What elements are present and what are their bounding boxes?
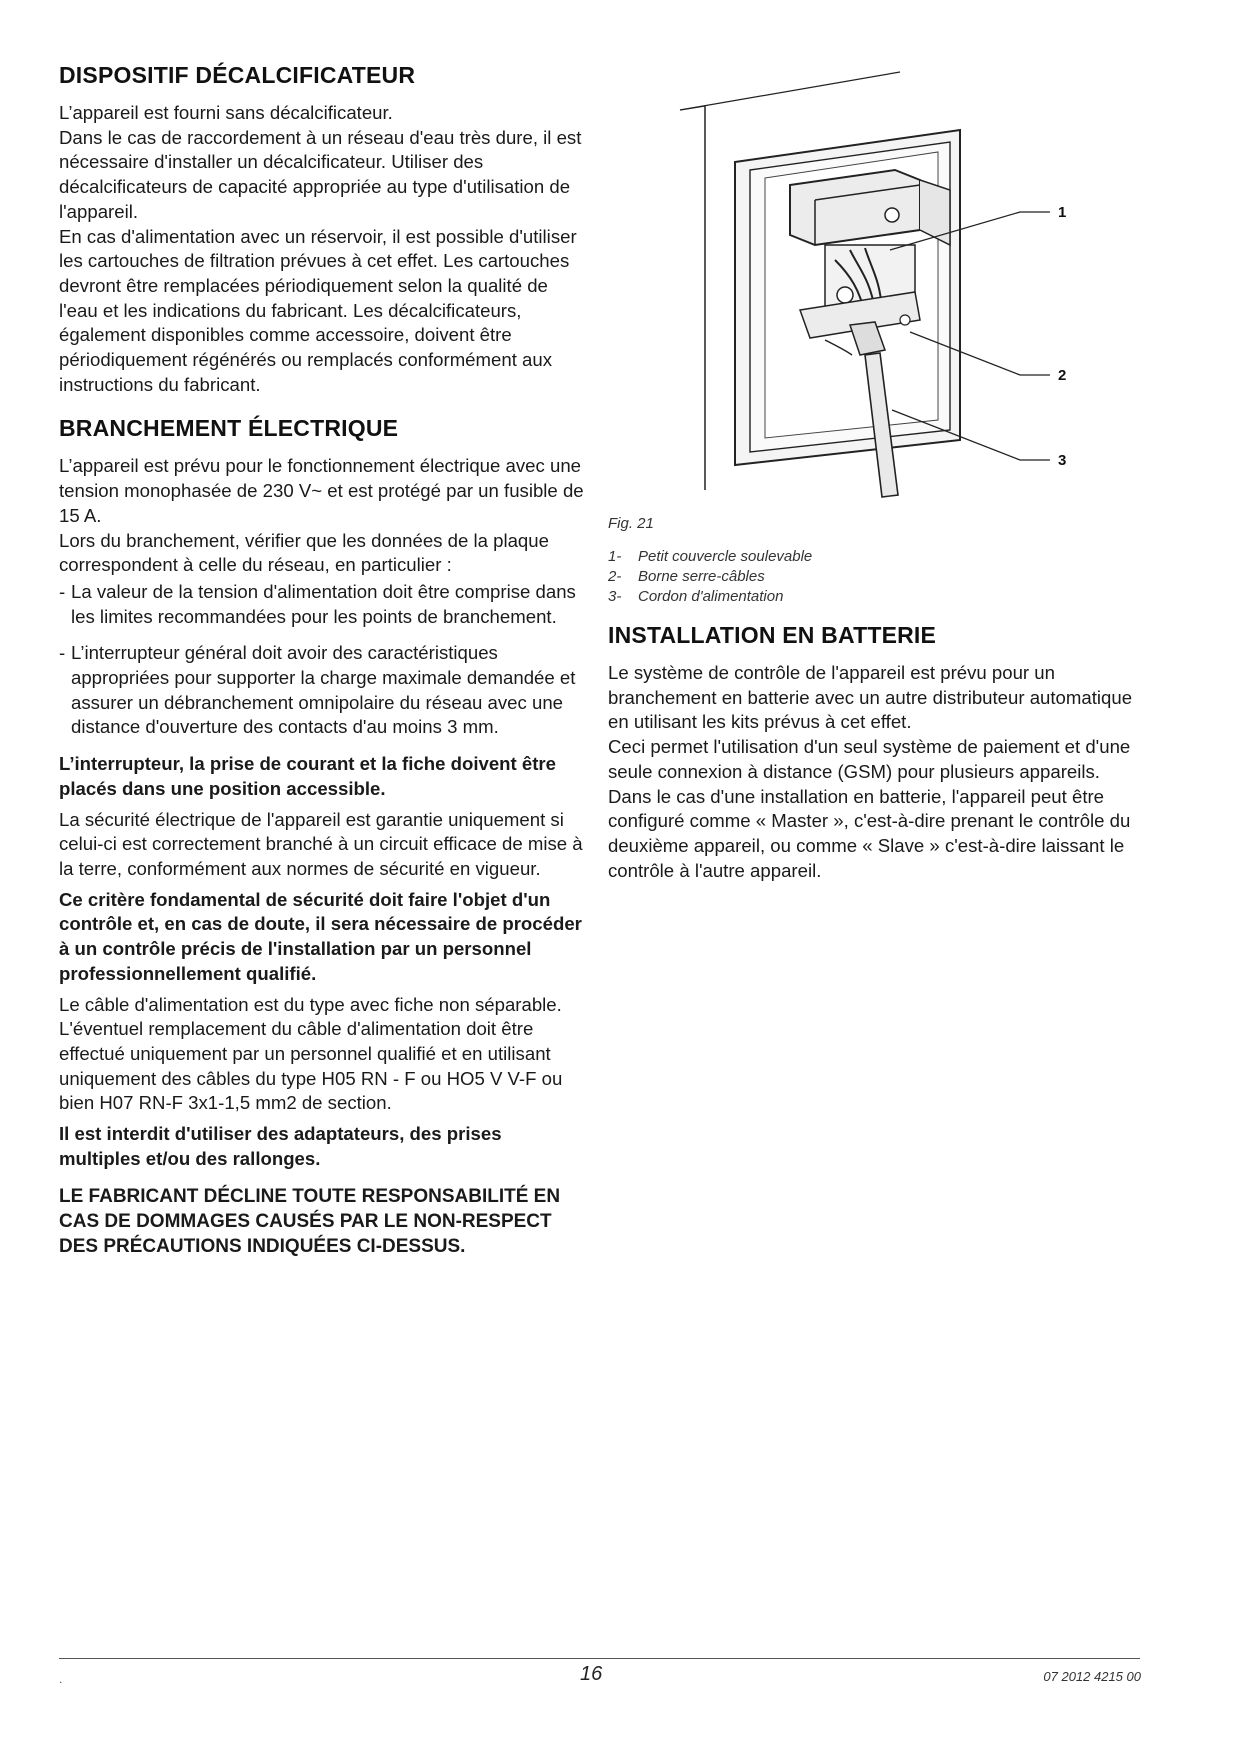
branchement-bullets xyxy=(59,580,584,740)
footer-dot: . xyxy=(59,1672,63,1686)
left-column xyxy=(59,62,584,1260)
footer-divider xyxy=(59,1658,1140,1659)
bullet-item: - La valeur de la tension d'alimentation doit être comprise dans les limites recommandées pour les points de branchement. xyxy=(59,580,584,629)
branchement-intro: L’appareil est prévu pour le fonctionnement électrique avec une tension monophasée de 230 V~ et est protégé par un fusible de 15 A. Lors du branchement, vérifier que les données de la plaque correspondent à celle du réseau, en particulier : xyxy=(59,455,584,576)
figure-caption: Fig. 21 xyxy=(608,515,654,532)
legend-item: 1- Petit couvercle soulevable xyxy=(608,548,813,565)
bold-statement-controle: Ce critère fondamental de sécurité doit faire l'objet d'un contrôle et, en cas de doute, il sera nécessaire de procéder à un contrôle précis de l'installation par un personnel professionnellement qualifié. xyxy=(59,888,582,984)
socket-illustration xyxy=(660,70,1080,500)
callout-2: 2 xyxy=(1058,367,1067,384)
figure-legend xyxy=(608,547,812,607)
document-code: 07 2012 4215 00 xyxy=(1043,1669,1141,1684)
batterie-paragraph: Le système de contrôle de l'appareil est prévu pour un branchement en batterie avec un autre distributeur automatique en utilisant les kits prévus à cet effet. Ceci permet l'utilisation d'un seul système de paiement et d'une seule connexion à distance (GSM) pour plusieurs appareils. Dans le cas d'une installation en batterie, l'appareil peut être configuré comme « Master », c'est-à-dire prenant le contrôle du deuxième appareil, ou comme « Slave » c'est-à-dire laissant le contrôle à l'autre appareil. xyxy=(608,662,1133,881)
bold-statement-accessible: L’interrupteur, la prise de courant et la fiche doivent être placés dans une position accessible. xyxy=(59,753,556,799)
section-title-decalcificateur: DISPOSITIF DÉCALCIFICATEUR xyxy=(59,62,416,88)
warning-caps: LE FABRICANT DÉCLINE TOUTE RESPONSABILITÉ EN CAS DE DOMMAGES CAUSÉS PAR LE NON-RESPECT DES PRÉCAUTIONS INDIQUÉES CI-DESSUS. xyxy=(59,1186,561,1257)
callout-3: 3 xyxy=(1058,452,1067,469)
page-number: 16 xyxy=(580,1663,603,1685)
cable-paragraph: Le câble d'alimentation est du type avec fiche non séparable. L'éventuel remplacement du câble d'alimentation doit être effectué uniquement par un personnel qualifié et en utilisant uniquement des câbles du type H05 RN - F ou HO5 V V-F ou bien H07 RN-F 3x1-1,5 mm2 de section. xyxy=(59,993,563,1114)
callout-1: 1 xyxy=(1058,204,1067,221)
right-column xyxy=(608,622,1143,883)
section-title-batterie: INSTALLATION EN BATTERIE xyxy=(608,622,937,648)
bullet-item: - L’interrupteur général doit avoir des caractéristiques appropriées pour supporter la charge maximale demandée et assurer un débranchement omnipolaire du réseau avec une distance d'ouverture des contacts d'au moins 3 mm. xyxy=(59,641,584,740)
bold-statement-adaptateurs: Il est interdit d'utiliser des adaptateurs, des prises multiples et/ou des rallonges. xyxy=(59,1123,502,1169)
section-title-branchement: BRANCHEMENT ÉLECTRIQUE xyxy=(59,415,399,442)
securite-paragraph: La sécurité électrique de l'appareil est garantie uniquement si celui-ci est correctement branché à un circuit efficace de mise à la terre, conformément aux normes de sécurité en vigueur. xyxy=(59,808,583,879)
legend-item: 2- Borne serre-câbles xyxy=(608,568,765,585)
legend-item: 3- Cordon d'alimentation xyxy=(608,588,784,605)
decalcificateur-paragraph: L’appareil est fourni sans décalcificateur. Dans le cas de raccordement à un réseau d'eau très dure, il est nécessaire d'installer un décalcificateur. Utiliser des décalcificateurs de capacité appropriée au type d'utilisation de l'appareil. En cas d'alimentation avec un réservoir, il est possible d'utiliser les cartouches de filtration prévues à cet effet. Les cartouches devront être remplacées périodiquement selon la qualité de l'eau et les indications du fabricant. Les décalcificateurs, également disponibles comme accessoire, doivent être périodiquement régénérés ou remplacés conformément aux instructions du fabricant. xyxy=(59,102,582,395)
